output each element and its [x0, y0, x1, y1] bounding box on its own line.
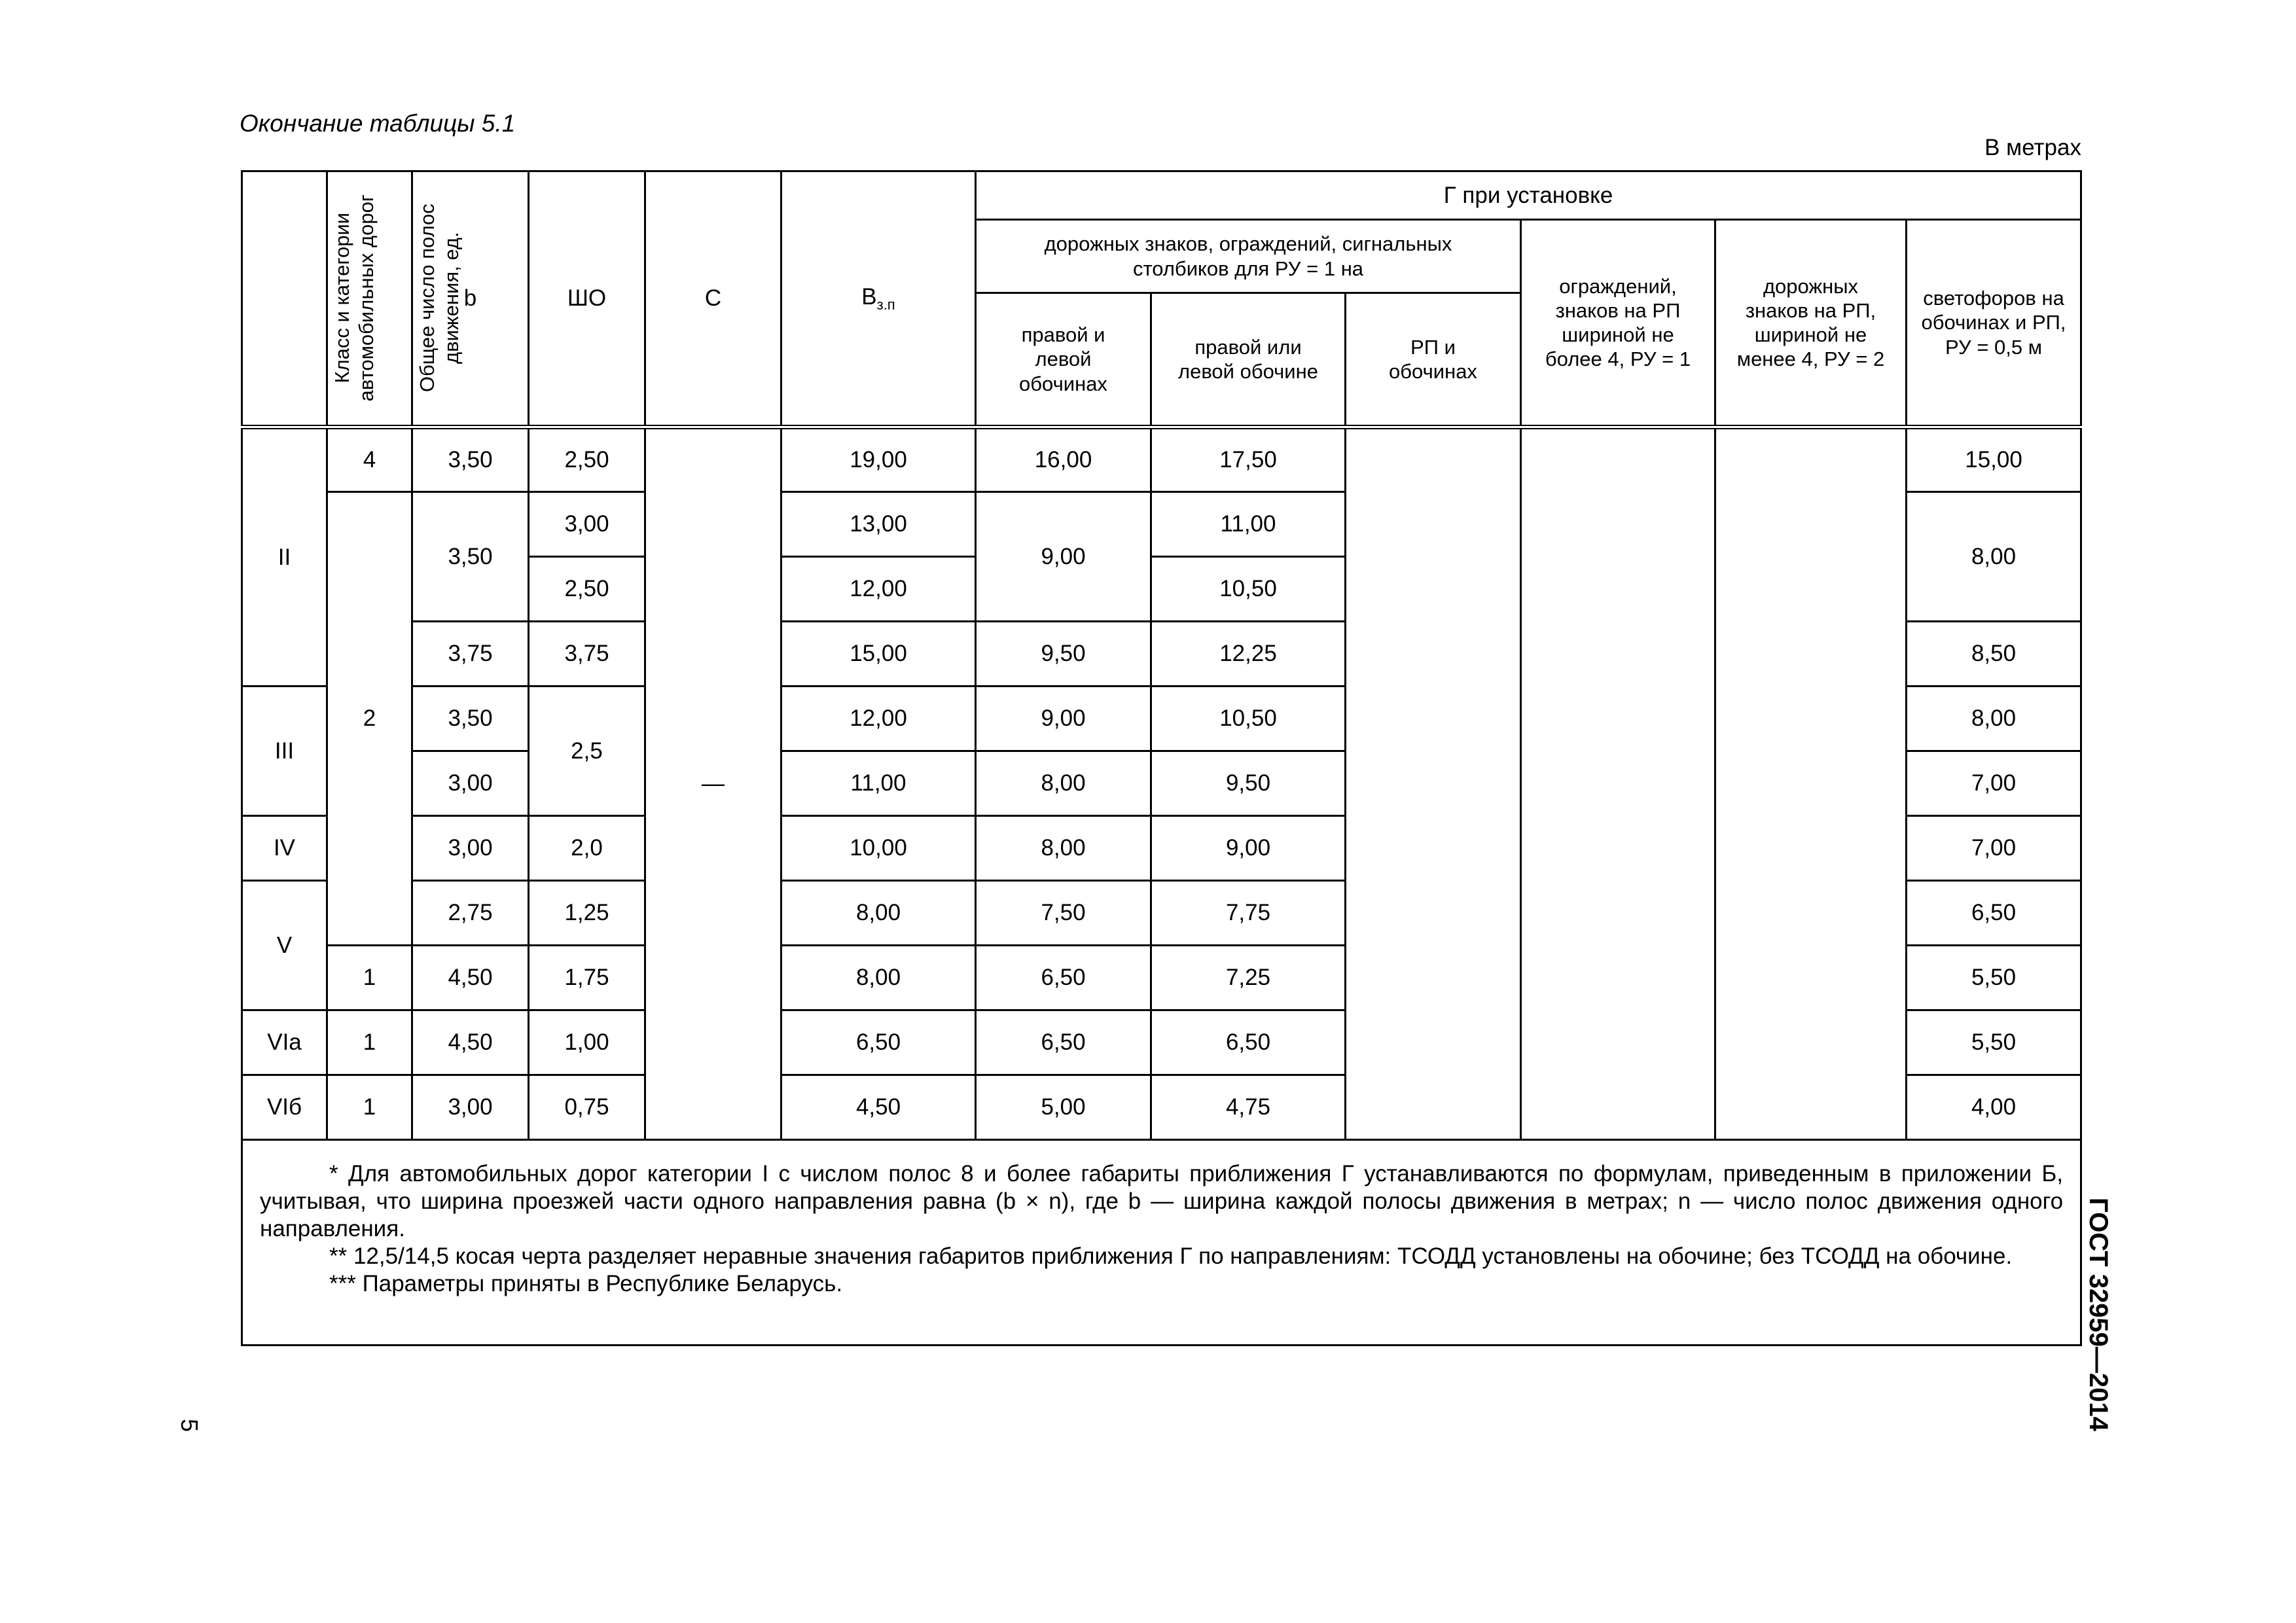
- class-cell: II: [242, 427, 327, 687]
- g-right-left-cell: 9,00: [976, 687, 1151, 751]
- bzp-cell: 10,00: [781, 816, 976, 881]
- g-lights-cell: 5,50: [1907, 946, 2081, 1010]
- g-right-left-cell: 6,50: [976, 946, 1151, 1010]
- sho-cell: 2,50: [529, 427, 645, 492]
- header-lanes: Общее число полос движения, ед.: [327, 171, 412, 427]
- g-right-left-cell: 9,50: [976, 622, 1151, 687]
- header-b: b: [412, 171, 529, 427]
- b-cell: 3,50: [412, 492, 529, 622]
- header-sho: ШО: [529, 171, 645, 427]
- note-3: *** Параметры приняты в Республике Беларусь.: [329, 1271, 843, 1296]
- standard-title: ГОСТ 32959—2014: [2084, 1198, 2113, 1431]
- b-cell: 3,00: [412, 751, 529, 816]
- g-right-or-left-cell: 11,00: [1151, 492, 1346, 557]
- g-right-left-cell: 5,00: [976, 1075, 1151, 1140]
- bzp-cell: 15,00: [781, 622, 976, 687]
- g-lights-cell: 8,00: [1907, 492, 2081, 622]
- sho-cell: 1,00: [529, 1010, 645, 1075]
- g-lights-cell: 7,00: [1907, 751, 2081, 816]
- g-right-or-left-cell: 9,50: [1151, 751, 1346, 816]
- sho-cell: 2,50: [529, 557, 645, 622]
- header-g-signs-group: дорожных знаков, ограждений, сигнальных столбиков для РУ = 1 на: [976, 220, 1521, 293]
- b-cell: 3,00: [412, 1075, 529, 1140]
- bzp-cell: 12,00: [781, 557, 976, 622]
- g-right-left-cell: 9,00: [976, 492, 1151, 622]
- bzp-cell: 4,50: [781, 1075, 976, 1140]
- g-lights-cell: 8,50: [1907, 622, 2081, 687]
- header-g-right-left: правой и левой обочинах: [976, 293, 1151, 427]
- c-cell: —: [645, 427, 781, 1140]
- class-cell: IV: [242, 816, 327, 881]
- sho-cell: 0,75: [529, 1075, 645, 1140]
- notes-row: [242, 1140, 2081, 1346]
- class-cell: VIa: [242, 1010, 327, 1075]
- class-cell: VIб: [242, 1075, 327, 1140]
- sho-cell: 3,00: [529, 492, 645, 557]
- bzp-cell: 12,00: [781, 687, 976, 751]
- g-barriers-cell: [1521, 427, 1715, 1140]
- b-cell: 2,75: [412, 881, 529, 946]
- b-cell: 4,50: [412, 946, 529, 1010]
- bzp-cell: 8,00: [781, 881, 976, 946]
- g-right-left-cell: 8,00: [976, 751, 1151, 816]
- g-lights-cell: 8,00: [1907, 687, 2081, 751]
- g-lights-cell: 5,50: [1907, 1010, 2081, 1075]
- clearance-table: [241, 170, 2082, 1346]
- sho-cell: 1,75: [529, 946, 645, 1010]
- g-lights-cell: 4,00: [1907, 1075, 2081, 1140]
- b-cell: 3,00: [412, 816, 529, 881]
- g-right-or-left-cell: 4,75: [1151, 1075, 1346, 1140]
- page-number: 5: [176, 1419, 203, 1433]
- g-right-or-left-cell: 17,50: [1151, 427, 1346, 492]
- class-cell: III: [242, 687, 327, 816]
- b-cell: 3,75: [412, 622, 529, 687]
- g-right-left-cell: 6,50: [976, 1010, 1151, 1075]
- lanes-cell: 1: [327, 1010, 412, 1075]
- header-g-right-or-left: правой или левой обочине: [1151, 293, 1346, 427]
- bzp-cell: 13,00: [781, 492, 976, 557]
- header-g-road-signs: дорожных знаков на РП, шириной не менее 4, РУ = 2: [1715, 220, 1907, 427]
- g-right-or-left-cell: 9,00: [1151, 816, 1346, 881]
- g-right-or-left-cell: 10,50: [1151, 557, 1346, 622]
- b-cell: 3,50: [412, 427, 529, 492]
- header-g-group: Г при установке: [976, 171, 2081, 220]
- g-right-or-left-cell: 7,25: [1151, 946, 1346, 1010]
- g-lights-cell: 7,00: [1907, 816, 2081, 881]
- header-g-rp: РП и обочинах: [1346, 293, 1521, 427]
- header-g-barriers: ограждений, знаков на РП шириной не более 4, РУ = 1: [1521, 220, 1715, 427]
- g-right-or-left-cell: 7,75: [1151, 881, 1346, 946]
- g-right-or-left-cell: 12,25: [1151, 622, 1346, 687]
- g-road-signs-cell: [1715, 427, 1907, 1140]
- g-right-or-left-cell: 10,50: [1151, 687, 1346, 751]
- note-2: ** 12,5/14,5 косая черта разделяет неравные значения габаритов приближения Г по направлениям: ТСОДД установлены на обочине; без ТСОДД на обочине.: [329, 1243, 2013, 1269]
- b-cell: 3,50: [412, 687, 529, 751]
- g-right-left-cell: 16,00: [976, 427, 1151, 492]
- lanes-cell: 1: [327, 1075, 412, 1140]
- header-class: Класс и категории автомобильных дорог: [242, 171, 327, 427]
- b-cell: 4,50: [412, 1010, 529, 1075]
- table-row: [242, 427, 2081, 492]
- bzp-cell: 8,00: [781, 946, 976, 1010]
- bzp-cell: 19,00: [781, 427, 976, 492]
- header-bzp: $В_{з.п}$: [781, 171, 976, 427]
- g-lights-cell: 6,50: [1907, 881, 2081, 946]
- bzp-cell: 6,50: [781, 1010, 976, 1075]
- units-label: В метрах: [1984, 135, 2081, 160]
- table-notes: [242, 1140, 2081, 1346]
- header-c: С: [645, 171, 781, 427]
- g-lights-cell: 15,00: [1907, 427, 2081, 492]
- class-cell: V: [242, 881, 327, 1010]
- sho-cell: 2,0: [529, 816, 645, 881]
- g-right-left-cell: 8,00: [976, 816, 1151, 881]
- note-1: * Для автомобильных дорог категории I с числом полос 8 и более габариты приближения Г устанавливаются по формулам, приведенным в приложении Б, учитывая, что ширина проезжей части одного направления равна (b × n), где b — ширина каждой полосы движения в метрах; n — число полос движения одного направления.: [260, 1161, 2064, 1241]
- bzp-cell: 11,00: [781, 751, 976, 816]
- g-right-or-left-cell: 6,50: [1151, 1010, 1346, 1075]
- sho-cell: 2,5: [529, 687, 645, 816]
- table-caption: Окончание таблицы 5.1: [240, 110, 516, 137]
- lanes-cell: 1: [327, 946, 412, 1010]
- sho-cell: 1,25: [529, 881, 645, 946]
- sho-cell: 3,75: [529, 622, 645, 687]
- g-rp-cell: [1346, 427, 1521, 1140]
- g-right-left-cell: 7,50: [976, 881, 1151, 946]
- lanes-cell: 2: [327, 492, 412, 946]
- header-g-lights: светофоров на обочинах и РП, РУ = 0,5 м: [1907, 220, 2081, 427]
- lanes-cell: 4: [327, 427, 412, 492]
